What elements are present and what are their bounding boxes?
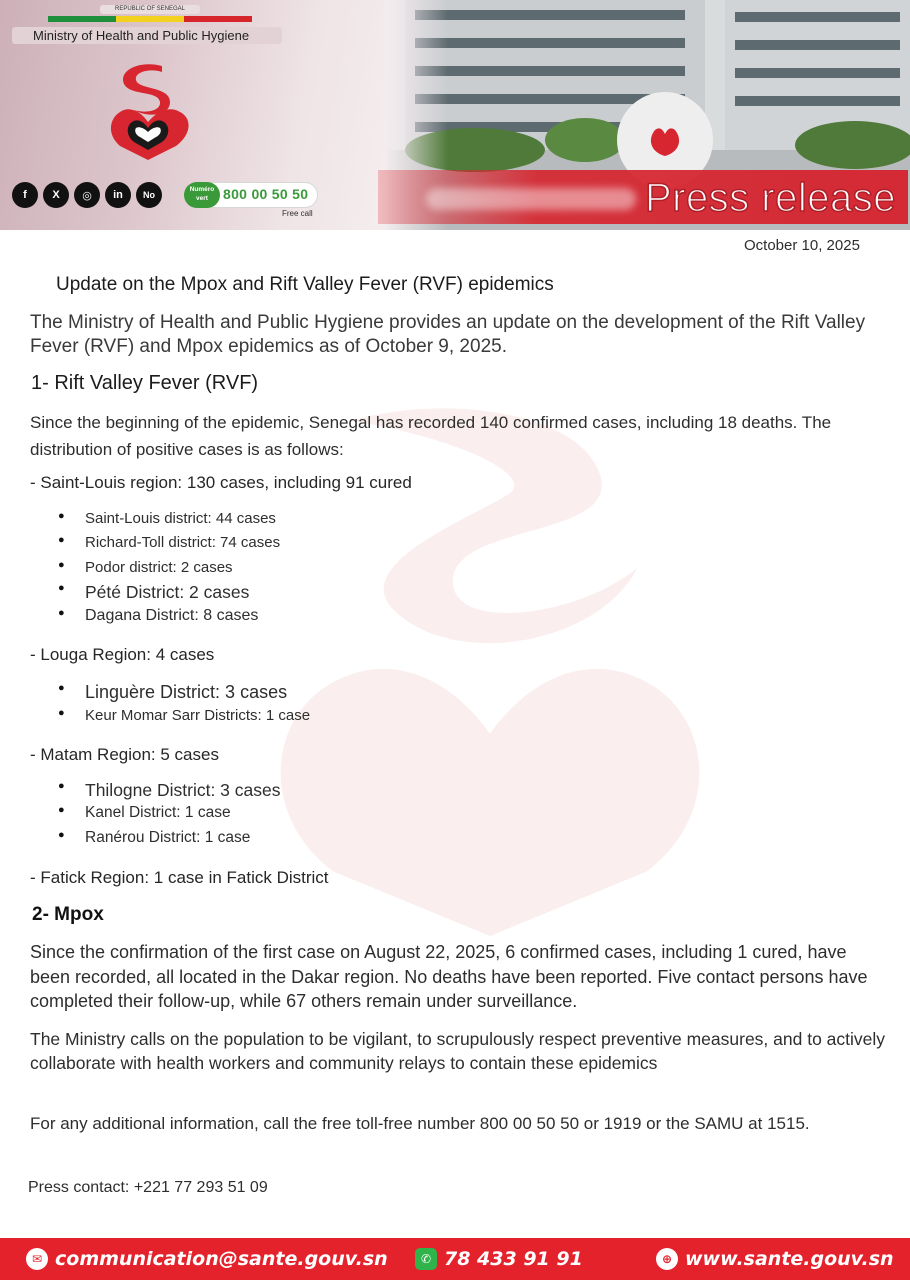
saint-louis-district-list bbox=[60, 510, 280, 631]
matam-district-list bbox=[60, 780, 281, 853]
rvf-section-heading: 1- Rift Valley Fever (RVF) bbox=[31, 372, 259, 394]
footer-whatsapp-text: 78 433 91 91 bbox=[444, 1248, 583, 1270]
green-phone-number: 800 00 50 50 bbox=[223, 186, 309, 202]
region-matam: - Matam Region: 5 cases bbox=[30, 745, 219, 764]
footer-website-text: www.sante.gouv.sn bbox=[685, 1248, 894, 1270]
region-fatick: - Fatick Region: 1 case in Fatick District bbox=[30, 868, 329, 887]
press-release-banner bbox=[378, 170, 908, 224]
region-saint-louis: - Saint-Louis region: 130 cases, including 91 cured bbox=[30, 473, 412, 492]
footer-email[interactable] bbox=[26, 1238, 388, 1280]
x-icon[interactable]: X bbox=[43, 182, 69, 208]
no-icon[interactable]: No bbox=[136, 182, 162, 208]
press-release-title: Press release bbox=[644, 176, 896, 220]
rvf-summary-paragraph: Since the beginning of the epidemic, Senegal has recorded 140 confirmed cases, including 18 deaths. The distribution of positive cases is as follows: bbox=[30, 413, 832, 459]
list-item: ● Podor district: 2 cases bbox=[60, 559, 280, 583]
social-links bbox=[12, 182, 162, 208]
numero-vert-line2: vert bbox=[196, 195, 208, 202]
republic-label: REPUBLIC OF SENEGAL bbox=[100, 5, 200, 14]
green-number-badge[interactable] bbox=[184, 182, 318, 208]
instagram-icon[interactable]: ◎ bbox=[74, 182, 100, 208]
list-item: ● Pété District: 2 cases bbox=[60, 582, 280, 607]
contact-footer bbox=[0, 1238, 910, 1280]
press-contact: Press contact: +221 77 293 51 09 bbox=[28, 1179, 268, 1196]
list-item: ● Ranérou District: 1 case bbox=[60, 829, 281, 853]
list-item: ● Kanel District: 1 case bbox=[60, 804, 281, 829]
mpox-section-heading: 2- Mpox bbox=[32, 904, 104, 925]
facebook-icon[interactable]: f bbox=[12, 182, 38, 208]
list-item: ● Saint-Louis district: 44 cases bbox=[60, 510, 280, 534]
free-call-label: Free call bbox=[282, 209, 313, 218]
header-branding-panel bbox=[0, 0, 420, 230]
document-title: Update on the Mpox and Rift Valley Fever (RVF) epidemics bbox=[56, 274, 554, 295]
footer-website[interactable] bbox=[656, 1238, 894, 1280]
globe-icon: ⊕ bbox=[656, 1248, 678, 1270]
blurred-banner-text bbox=[426, 188, 636, 210]
footer-whatsapp[interactable] bbox=[415, 1238, 583, 1280]
numero-vert-label bbox=[184, 182, 220, 208]
whatsapp-icon: ✆ bbox=[415, 1248, 437, 1270]
ministry-logo-icon bbox=[100, 60, 200, 165]
call-to-action-paragraph: The Ministry calls on the population to be vigilant, to scrupulously respect preventive measures, and to actively collaborate with health workers and community relays to contain these epidemics bbox=[30, 1029, 886, 1073]
mpox-paragraph: Since the confirmation of the first case on August 22, 2025, 6 confirmed cases, including 1 cured, have been recorded, all located in the Dakar region. No deaths have been reported. Five contact persons have completed their follow-up, while 67 others remain under surveillance. bbox=[30, 942, 868, 1011]
list-item: ● Thilogne District: 3 cases bbox=[60, 780, 281, 804]
senegal-flag-stripe bbox=[48, 16, 252, 22]
list-item: ● Linguère District: 3 cases bbox=[60, 682, 310, 707]
info-line: For any additional information, call the free toll-free number 800 00 50 50 or 1919 or the SAMU at 1515. bbox=[30, 1114, 810, 1133]
region-louga: - Louga Region: 4 cases bbox=[30, 645, 215, 664]
footer-email-text: communication@sante.gouv.sn bbox=[55, 1248, 388, 1270]
watermark-logo-icon bbox=[260, 380, 720, 940]
list-item: ● Keur Momar Sarr Districts: 1 case bbox=[60, 707, 310, 731]
numero-vert-line1: Numéro bbox=[189, 186, 215, 193]
louga-district-list bbox=[60, 682, 310, 731]
email-icon: ✉ bbox=[26, 1248, 48, 1270]
linkedin-icon[interactable]: in bbox=[105, 182, 131, 208]
release-date: October 10, 2025 bbox=[744, 237, 860, 254]
list-item: ● Dagana District: 8 cases bbox=[60, 607, 280, 631]
list-item: ● Richard-Toll district: 74 cases bbox=[60, 534, 280, 559]
intro-paragraph: The Ministry of Health and Public Hygiene provides an update on the development of the Rift Valley Fever (RVF) and Mpox epidemics as of October 9, 2025. bbox=[30, 312, 866, 357]
press-header bbox=[0, 0, 910, 230]
ministry-name: Ministry of Health and Public Hygiene bbox=[12, 27, 282, 44]
